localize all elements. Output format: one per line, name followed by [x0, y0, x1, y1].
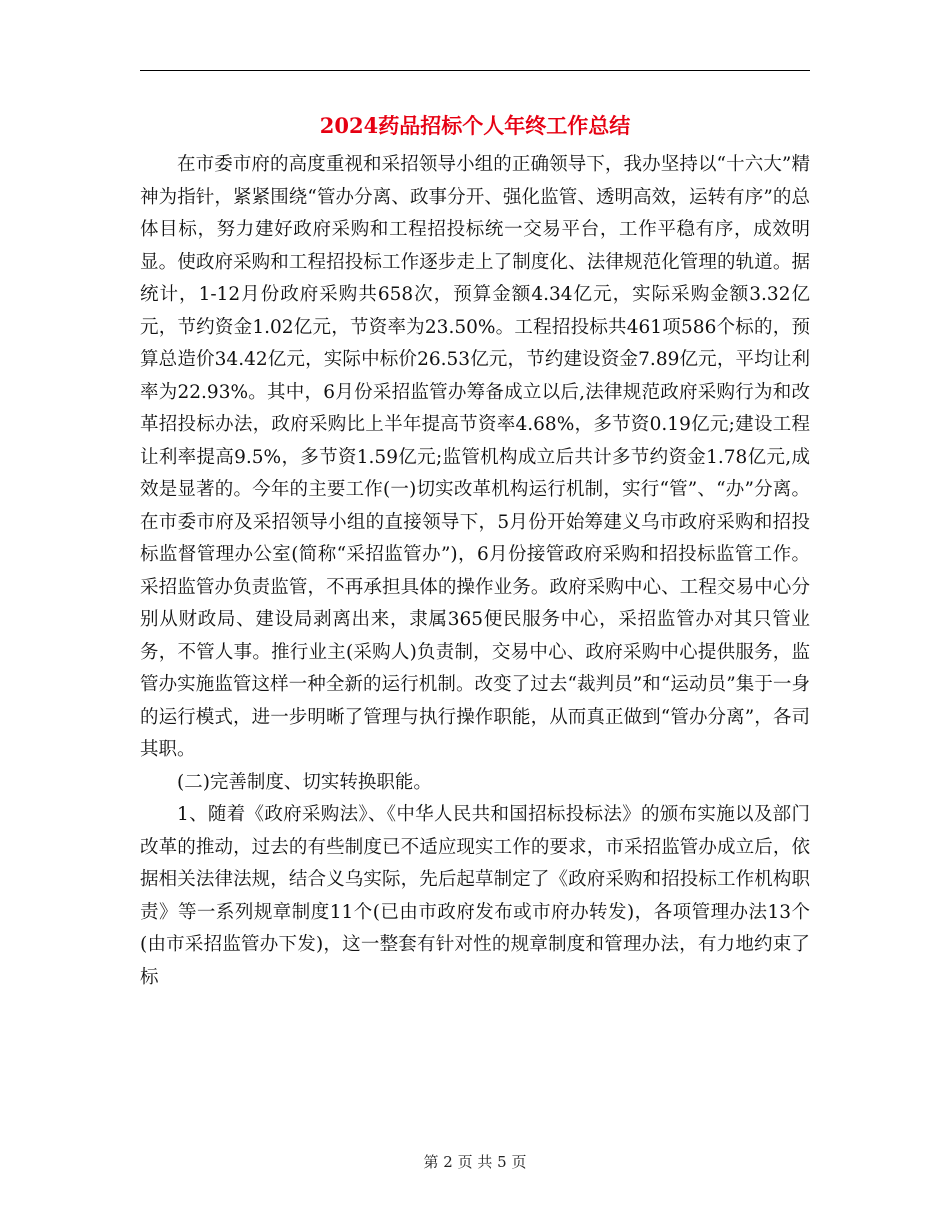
paragraph-1: 在市委市府的高度重视和采招领导小组的正确领导下，我办坚持以“十六大”精神为指针，紧紧围绕“管办分离、政事分开、强化监管、透明高效，运转有序”的总体目标，努力建好政府采购和工程招投标统一交易平台，工作平稳有序，成效明显。使政府采购和工程招投标工作逐步走上了制度化、法律规范化管理的轨道。据统计，1-12月份政府采购共658次，预算金额4.34亿元，实际采购金额3.32亿元，节约资金1.02亿元，节资率为23.50%。工程招投标共461项586个标的，预算总造价34.42亿元，实际中标价26.53亿元，节约建设资金7.89亿元，平均让利率为22.93%。其中，6月份采招监管办筹备成立以后,法律规范政府采购行为和改革招投标办法，政府采购比上半年提高节资率4.68%，多节资0.19亿元;建设工程让利率提高9.5%，多节资1.59亿元;监管机构成立后共计多节约资金1.78亿元,成效是显著的。今年的主要工作(一)切实改革机构运行机制，实行“管”、“办”分离。在市委市府及采招领导小组的直接领导下，5月份开始筹建义乌市政府采购和招投标监督管理办公室(简称“采招监管办”)，6月份接管政府采购和招投标监管工作。采招监管办负责监管，不再承担具体的操作业务。政府采购中心、工程交易中心分别从财政局、建设局剥离出来，隶属365便民服务中心，采招监管办对其只管业务，不管人事。推行业主(采购人)负责制，交易中心、政府采购中心提供服务，监管办实施监管这样一种全新的运行机制。改变了过去“裁判员”和“运动员”集于一身的运行模式，进一步明晰了管理与执行操作职能，从而真正做到“管办分离”，各司其职。	[140, 154, 810, 760]
header-rule	[140, 70, 810, 71]
paragraph-2: (二)完善制度、切实转换职能。	[177, 771, 432, 793]
page-number: 第 2 页 共 5 页	[423, 1153, 527, 1171]
document-title: 2024药品招标个人年终工作总结	[319, 113, 631, 138]
document-body	[140, 149, 810, 994]
paragraph-3: 1、随着《政府采购法》、《中华人民共和国招标投标法》的颁布实施以及部门改革的推动，过去的有些制度已不适应现实工作的要求，市采招监管办成立后，依据相关法律法规，结合义乌实际，先后起草制定了《政府采购和招投标工作机构职责》等一系列规章制度11个(已由市政府发布或市府办转发)，各项管理办法13个(由市采招监管办下发)，这一整套有针对性的规章制度和管理办法，有力地约束了标	[140, 804, 810, 988]
